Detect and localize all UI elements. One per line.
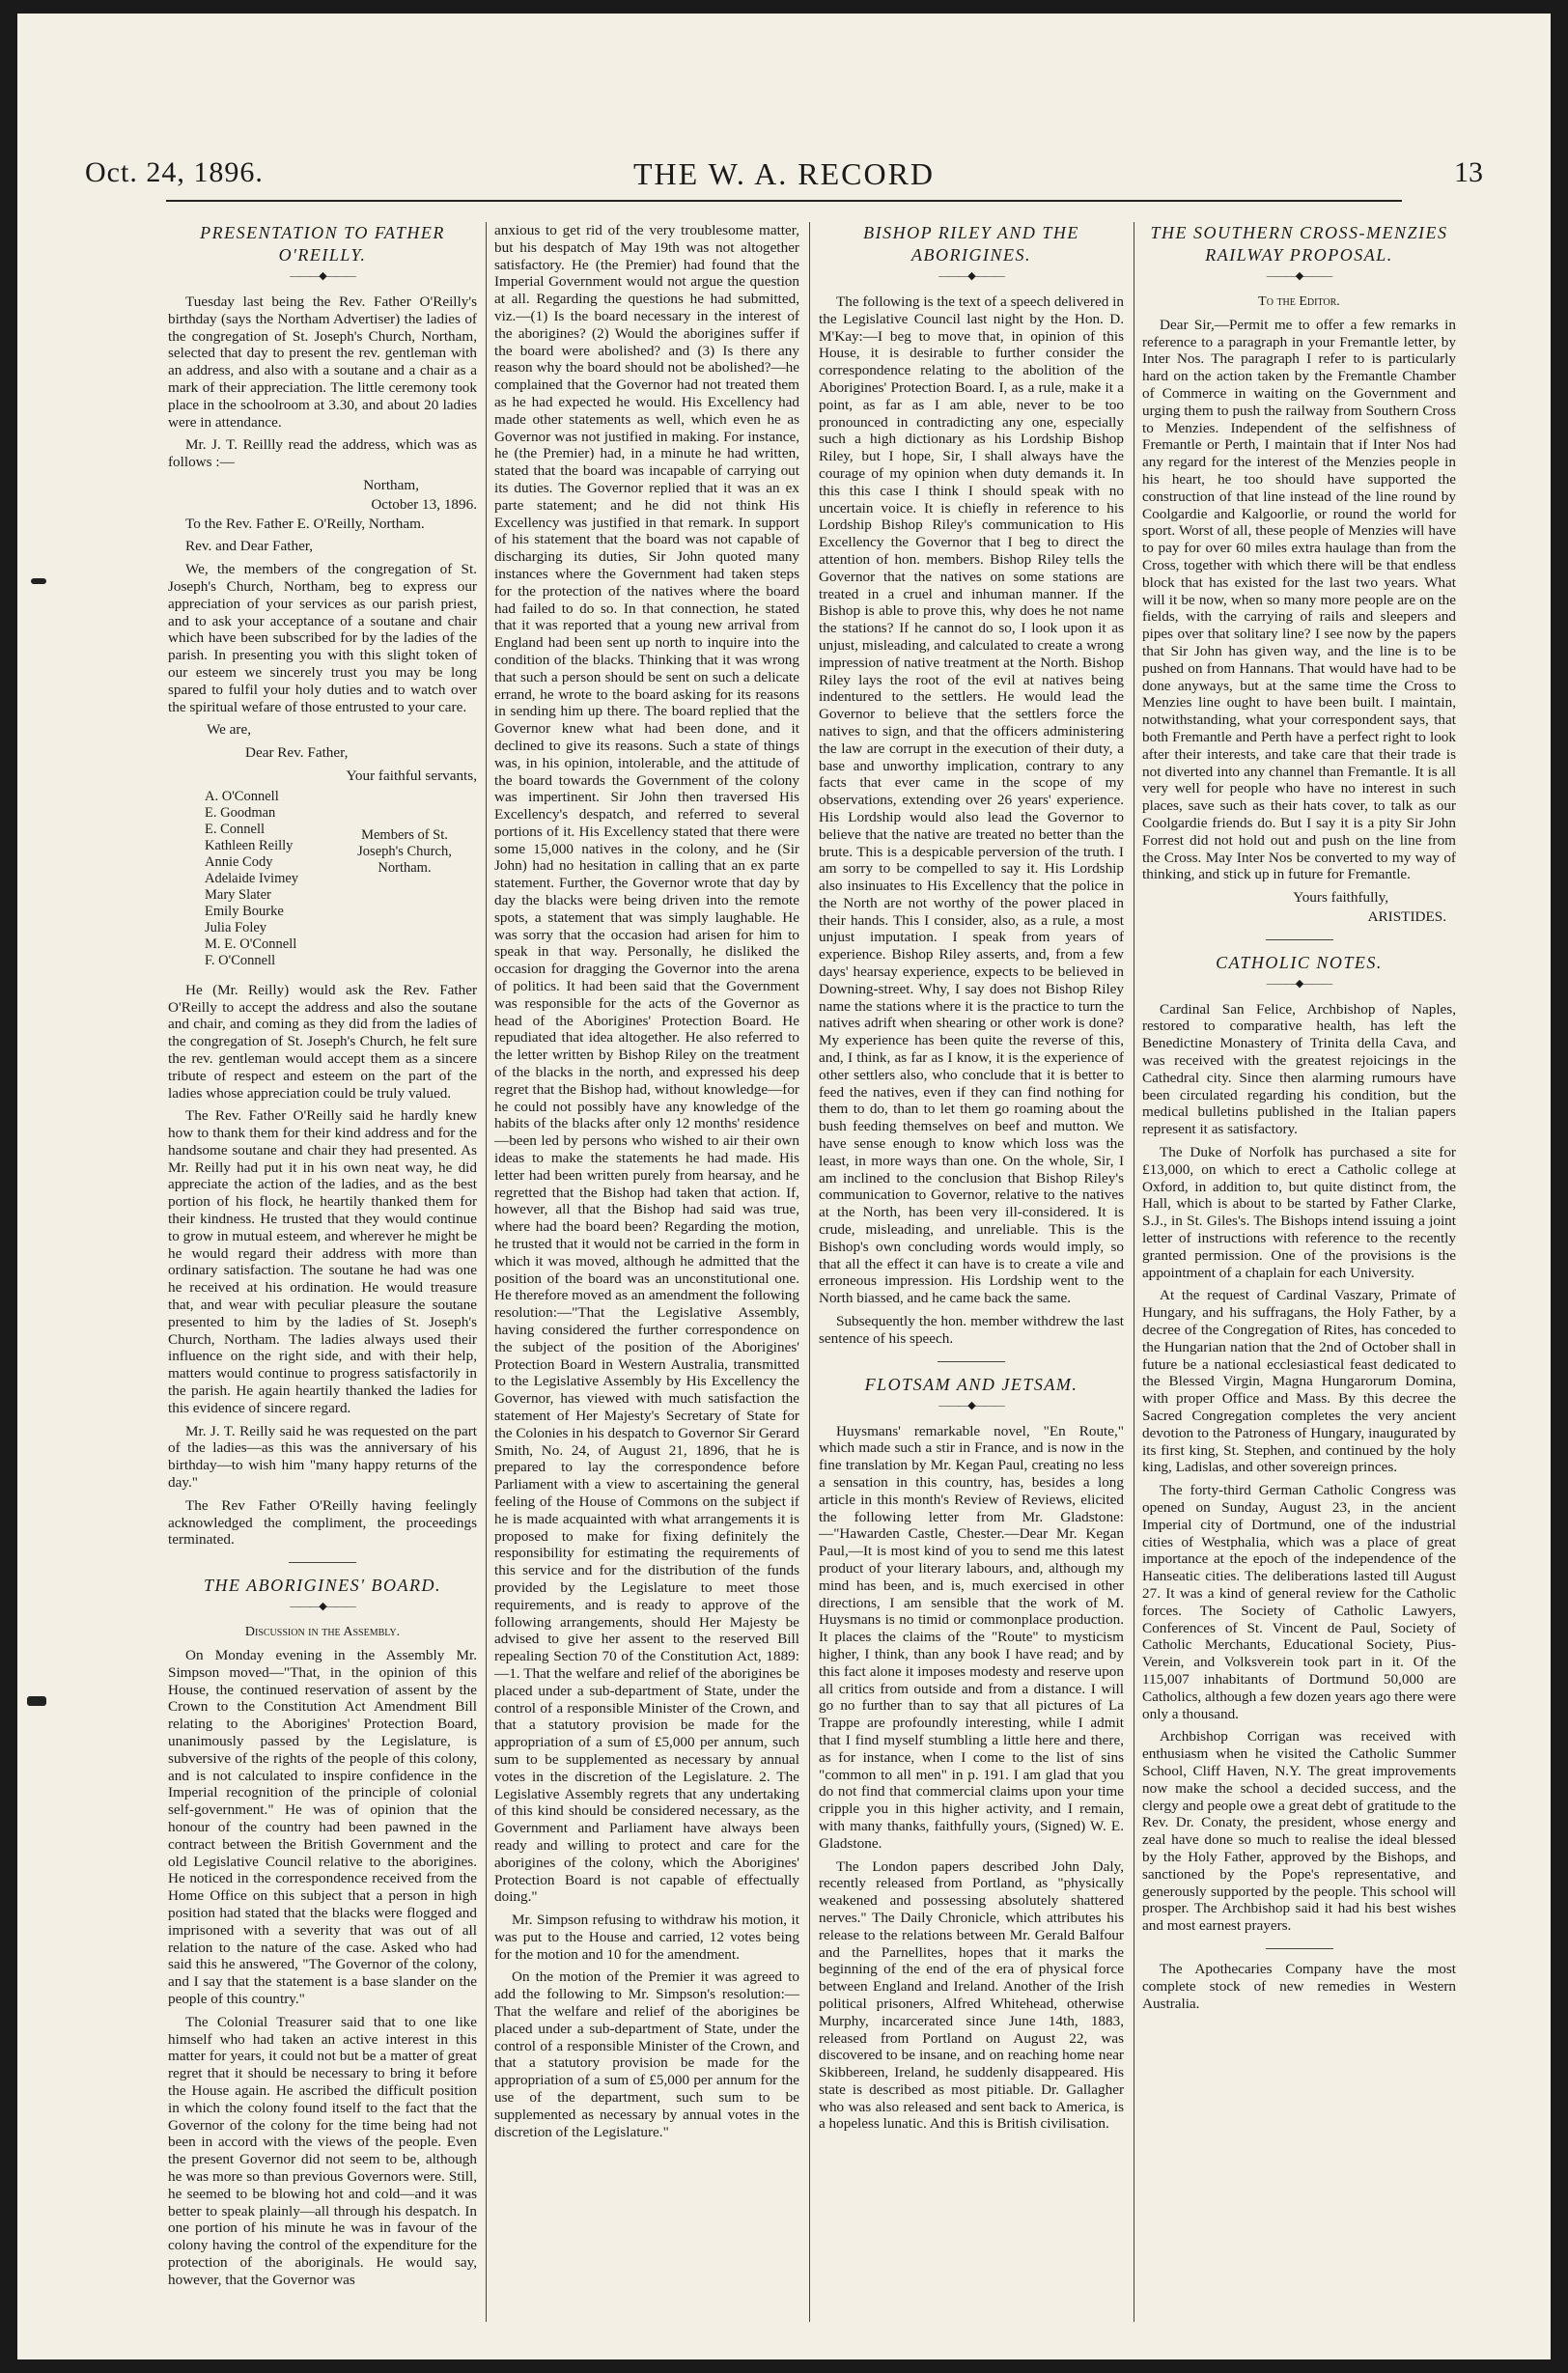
catholic-notes-paragraph: The Duke of Norfolk has purchased a site for £13,000, on which to erect a Catholic college at Oxford, in addition to, but quite distinct from, the Hall, which is about to be started by Father Clarke, S.J., in St. Giles's. The Bishops intend issuing a joint letter of instructions with reference to the recently granted permission. One of the provisions is the appointment of a chaplain for each University.: [1142, 1144, 1456, 1281]
heading-ornament: ———◆———: [290, 270, 355, 282]
page-blemish: [31, 578, 46, 584]
letter-paragraph: Dear Sir,—Permit me to offer a few remarks in reference to a paragraph in your Fremantle letter, by Inter Nos. The paragraph I refer to is particularly hard on the action taken by the Fremantle Chamber of Commerce in waiting on the Government and urging them to push the railway from Southern Cross to Menzies. Independent of the selfishness of Fremantle or Perth, I maintain that if Inter Nos had any regard for the interest of the Menzies people in his heart, he too should have supported the construction of that line instead of the line round by Coolgardie and Kalgoorlie, or round the world for sport. Worst of all, these people of Menzies will have to pay for over 60 miles extra haulage than from the Cross, together with which there will be that endless block that has existed for the last two years. What will it be now, when so many more people are on the fields, with the carrying of rails and sleepers and pipes over that solitary line? I see now by the papers that Sir John has given way, and the line is to be pushed on from Hannans. That would have had to be done anyways, but at the same time the Cross to Menzies line ought to have been built. I maintain, notwithstanding, what your correspondent says, that both Fremantle and Perth have a perfect right to look after their interests, and take care that their trade is not diverted into any channel than Fremantle. It is all very well for people who have no interest in such places, save such as their hats cover, to talk as our Coolgardie friends do. But I say it is a pity Sir John Forrest did not hold out and push on the line from the Cross. May Inter Nos be converted to my way of thinking, and stick up in future for Fremantle.: [1142, 316, 1456, 883]
presentation-paragraph: Mr. J. T. Reilly said he was requested on the part of the ladies—as this was the anniversary of his birthday—to wish him "many happy returns of the day.": [168, 1422, 477, 1492]
signatory: E. Connell: [205, 821, 266, 837]
column-1: [168, 222, 477, 2322]
page-number: 13: [1454, 156, 1483, 188]
column-4: [1142, 222, 1456, 2322]
letter-signature: ARISTIDES.: [1367, 907, 1446, 925]
aborigines-paragraph: On the motion of the Premier it was agreed to add the following to Mr. Simpson's resolution:—That the welfare and relief of the aborigines be placed under a sub-department of State, under the control of a responsible Minister of the Crown, and that a statutory provision be made for the appropriation of a sum of £5,000 per annum for the use of the department, such sum to be supplemented as necessary by annual votes in the discretion of the Legislature.": [494, 1968, 799, 2140]
catholic-notes-paragraph: Cardinal San Felice, Archbishop of Naples, restored to comparative health, has left the Benedictine Monastery of Trinita della Cava, and was received with the greatest rejoicings in the Cathedral city. Since then alarming rumours have been circulated regarding his condition, but the medical bulletins published in the Italian papers represent it as satisfactory.: [1142, 1000, 1456, 1138]
column-3: [819, 222, 1124, 2322]
aborigines-board-subheading: Discussion in the Assembly.: [244, 1625, 401, 1640]
signatories-list: [205, 789, 477, 969]
column-2: [494, 222, 799, 2322]
catholic-notes-paragraph: The Apothecaries Company have the most complete stock of new remedies in Western Australia.: [1142, 1960, 1456, 2012]
aborigines-paragraph: On Monday evening in the Assembly Mr. Simpson moved—"That, in the opinion of this House, the continued reservation of assent by the Crown to the Constitution Act Amendment Bill relating to the Aborigines' Protection Board, unanimously passed by the Legislature, is subversive of the rights of the people of this colony, and is not calculated to inspire confidence in the Imperial recognition of the principle of colonial self-government." He was of opinion that the honour of the country had been pawned in the contract between the British Government and the old Legislative Council relative to the aborigines. He noticed in the correspondence received from the Home Office on this subject that a person in high position had stated that the blacks were flogged and imprisoned with a severity that was out of all relation to the nature of the case. Asked who had said this he answered, "The Governor of the colony, and I say that the statement is a base slander on the people of this country.": [168, 1647, 477, 2007]
masthead-title: THE W. A. RECORD: [632, 156, 936, 191]
heading-ornament: ———◆———: [290, 1601, 355, 1613]
aborigines-paragraph: Mr. Simpson refusing to withdraw his motion, it was put to the House and carried, 12 votes being for the motion and 10 for the amendment.: [494, 1912, 799, 1963]
aborigines-paragraph: anxious to get rid of the very troublesome matter, but his despatch of May 19th was not altogether satisfactory. He (the Premier) had found that the Imperial Government would not argue the question at all. Regarding the questions he had submitted, viz.—(1) Is the board necessary in the interest of the aborigines? (2) Would the aborigines suffer if the board were abolished? and (3) Is there any reason why the board should not be abolished?—he complained that the Governor had not treated them as he had expected he would. His Excellency had made other statements as well, which even he as Governor was not justified in making. For instance, he (the Premier) had, in a minute he had written, stated that the board was incapable of carrying out its duties. The Governor replied that it was an ex parte statement; and he did not think His Excellency was justified in that remark. In support of his statement that the board was not capable of discharging its duties, Sir John quoted many instances where the Government had taken steps for the protection of the natives where the board had failed to do so. In that connection, he stated that it was reported that a young new arrival from England had been sent up north to inquire into the condition of the blacks. Thinking that it was wrong that such a person should be sent on such a delicate errand, he wrote to the board asking for its reasons in sending him up there. The board replied that the Governor knew what had been done, and it declined to give its reasons. Such a state of things was, in his opinion, intolerable, and the attitude of the board towards the Government of the colony was impertinent. Sir John then traversed His Excellency's despatch, and referred to several portions of it. His Excellency stated that there were some 15,000 natives in the colony, and he (Sir John) had no hesitation in calling that an ex parte statement. Further, the Governor wrote that day by day the blacks were being driven into the remote spots, a statement that was simply laughable. He was sorry that the occasion had arisen for him to speak in that way. Personally, he disliked the occasion for dragging the Governor into the arena of politics. It had been said that the Government was responsible for the acts of the Governor as head of the Aborigines' Protection Board. He repudiated that idea altogether. He also referred to the letter written by Bishop Riley on the treatment of the blacks in the north, and expressed his deep regret that the Bishop had, without knowledge—for he could not possibly have any knowledge of the habits of the blacks after only 12 months' residence—been led by persons who wished to air their own ideas to make the statements he had made. His letter had been written purely from hearsay, and he regretted that the Bishop had taken that action. If, however, all that the Bishop had said was true, where had the board been? Regarding the motion, he trusted that it would not be carried in the form in which it was moved, although he admitted that the position of the board was an unconstitutional one. He therefore moved as an amendment the following resolution:—"That the Legislative Assembly, having considered the further correspondence on the subject of the position of the Aborigines' Protection Board in Western Australia, transmitted to the Legislative Assembly by His Excellency the Governor, has viewed with much satisfaction the statement of Her Majesty's Secretary of State for the Colonies in his despatch to Governor Sir Gerard Smith, No. 24, of August 21, 1896, that he is prepared to lay the correspondence before Parliament with a view to ascertaining the general feeling of the House of Commons on the subject if he is made acquainted with what arrangements it is proposed to make for fixing definitely the responsibility for estimating the requirements of this service and for the distribution of the funds provided by the Legislature to meet those requirements, and is ready to approve of the following arrangements, should Her Majesty be advised to give her assent to the reserved Bill repealing Section 70 of the Constitution Act, 1889:—1. That the welfare and relief of the aborigines be placed under a sub-department of State, under the control of a responsible Minister of the Crown, and that a statutory provision be made for the appropriation of a sum of £5,000 per annum, such sum to be supplemented as necessary by annual votes in the discretion of the Legislature. 2. The Legislative Assembly regrets that any undertaking of this kind should be considered necessary, as the Government and Parliament have always been ready and willing to protect and care for the aborigines of the colony, which the Aborigines' Protection Board is not capable of effectually doing.": [494, 222, 799, 1906]
section-divider: [289, 1562, 356, 1563]
newspaper-page: [17, 14, 1551, 2359]
address-date: October 13, 1896.: [371, 495, 477, 513]
signatory: Mary Slater: [205, 886, 271, 903]
column-rule-2: [809, 222, 810, 2322]
heading-ornament: ———◆———: [1266, 977, 1332, 990]
flotsam-paragraph: The London papers described John Daly, recently released from Portland, as "physically weakened and possessing absolutely shattered nerves." The Daily Chronicle, which attributes his release to the relations between Mr. Gerald Balfour and the Parnellites, hopes that it marks the beginning of the end of the era of physical force between England and Ireland. Another of the Irish political prisoners, Alfred Whitehead, otherwise Murphy, incarcerated since June 14th, 1883, released from Portland on August 22, was discovered to be insane, and on reaching home near Skibbereen, Ireland, he suddenly disappeared. His state is described as most pitiable. Dr. Gallagher who was also released and sent back to America, is a hopeless lunatic. And this is British civilisation.: [819, 1857, 1124, 2133]
bishop-riley-paragraph: Subsequently the hon. member withdrew the last sentence of his speech.: [819, 1313, 1124, 1347]
signatories-block: [168, 789, 477, 982]
letter-closing: Yours faithfully,: [1293, 889, 1388, 907]
aborigines-paragraph: The Colonial Treasurer said that to one like himself who had taken an active interest in this matter for years, it could not but be a matter of great regret that it should be necessary to bring it before the House again. He ascribed the difficult position in which the colony found itself to the fact that the Governor of the colony for the time being had not been in accord with the views of the people. Even the present Governor did not seem to be, although he was more so than previous Governors were. Still, he seemed to be blowing hot and cold—and it was better to speak plainly—all through his despatch. In one portion of his minute he was in favour of the colony having the control of the expenditure for the protection of the aboriginals. He would say, however, that the Governor was: [168, 2013, 477, 2288]
flotsam-heading: FLOTSAM AND JETSAM.: [864, 1374, 1078, 1394]
presentation-paragraph: The Rev Father O'Reilly having feelingly acknowledged the compliment, the proceedings terminated.: [168, 1496, 477, 1549]
presentation-paragraph: He (Mr. Reilly) would ask the Rev. Father O'Reilly to accept the address and also the soutane and chair, and coming as they did from the ladies of the congregation of St. Joseph's Church, he felt sure the rev. gentleman would accept them as a sincere tribute of respect and esteem on the part of the ladies whose appreciation could be truly valued.: [168, 981, 477, 1102]
heading-ornament: ———◆———: [938, 1399, 1004, 1411]
presentation-paragraph: The Rev. Father O'Reilly said he hardly knew how to thank them for their kind address and for the handsome soutane and chair they had presented. As Mr. Reilly had put it in his own neat way, he did appreciate the action of the ladies, and as the best portion of his flock, he heartily thanked them for their kindness. He trusted that they would continue to grow in mutual esteem, and wherever he might be he would regard their address with more than ordinary satisfaction. The soutane he had was one he received at his ordination. He would treasure that, and wear with peculiar pleasure the soutane presented to him by the ladies of St. Joseph's Church, Northam. The ladies always used their influence on the right side, and with their help, matters would continue to progress satisfactorily in the parish. He again heartily thanked the ladies for this evidence of sincere regard.: [168, 1107, 477, 1416]
header-rule: [166, 200, 1402, 202]
page-header: [85, 156, 1483, 201]
section-divider: [938, 1361, 1005, 1362]
aborigines-board-heading: THE ABORIGINES' BOARD.: [204, 1576, 441, 1596]
issue-date: Oct. 24, 1896.: [85, 156, 264, 188]
signatory: M. E. O'Connell: [205, 935, 297, 952]
bishop-riley-heading: BISHOP RILEY AND THE ABORIGINES.: [863, 223, 1079, 265]
presentation-paragraph: Mr. J. T. Reillly read the address, which was as follows :—: [168, 436, 477, 471]
address-dear: Dear Rev. Father,: [245, 744, 349, 762]
address-body: We, the members of the congregation of St. Joseph's Church, Northam, beg to express our appreciation of your services as our parish priest, and to ask your acceptance of a soutane and chair which have been subscribed for by the ladies of the parish. In presenting you with this slight token of our esteem we sincerely trust you may be long spared to fulfil your holy duties and to watch over the spiritual wefare of those entrusted to your care.: [168, 561, 477, 715]
address-yours: Your faithful servants,: [346, 767, 477, 784]
members-note: Members of St. Joseph's Church, Northam.: [357, 826, 452, 876]
signatory: Kathleen Reilly: [205, 837, 294, 853]
catholic-notes-paragraph: The forty-third German Catholic Congress was opened on Sunday, August 23, in the ancient Imperial city of Dortmund, one of the industrial cities of Westphalia, which was a place of great importance at the epoch of the independence of the Hanseatic cities. The deliberations lasted till August 27. It was a kind of general review for the Catholic forces. The Society of Catholic Lawyers, Conferences of St. Vincent de Paul, Society of Catholic Merchants, Educational Society, Pius-Verein, and Volksverein took part in it. Of the 115,007 inhabitants of Dortmund 50,000 are Catholics, although a few dozen years ago there were only a thousand.: [1142, 1482, 1456, 1722]
flotsam-paragraph: Huysmans' remarkable novel, "En Route," which made such a stir in France, and is now in the fine translation by Mr. Kegan Paul, creating no less a sensation in this country, has, besides a long article in this month's Review of Reviews, elicited the following letter from Mr. Gladstone:—"Hawarden Castle, Chester.—Dear Mr. Kegan Paul,—It is most kind of you to send me this latest product of your literary labours, and, although my mind has been, and is, much exercised in other directions, I am sensible that the work of M. Huysmans is no timid or commonplace production. It places the claims of the "Route" to mysticism higher, I think, than any book I have read; and by this fact alone it imposes modesty and reserve upon all critics from outside and from a distance. I will go no further than to say that all pictures of La Trappe are profoundly interesting, while I admit that I find myself stumbling a little here and there, as for instance, when I come to the list of sins "common to all men" in p. 191. I am glad that you do not find that commercial claims upon your time cripple you in this higher activity, and I remain, with many thanks, faithfully yours, (Signed) W. E. Gladstone.: [819, 1422, 1124, 1852]
bishop-riley-paragraph: The following is the text of a speech delivered in the Legislative Council last night by the Hon. D. M'Kay:—I beg to move that, in opinion of this House, it is desirable to further consider the correspondence relating to the abolition of the Aborigines' Protection Board. I, as a rule, make it a point, as far as I am able, never to be too pronounced in contradicting any one, especially such a high dictionary as his Lordship Bishop Riley, but I hope, Sir, I shall always have the courage of my opinion when duty demands it. In this this case I think I should speak with no uncertain voice. It is chiefly in reference to his Lordship Bishop Riley's communication to His Excellency the Governor that I beg to direct the attention of hon. members. Bishop Riley tells the Governor that the natives on some stations are treated in a cruel and inhuman manner. If the Bishop is able to prove this, why does he not name the stations? If he cannot do so, I look upon it as unjust, misleading, and calculated to create a wrong impression of native treatment at the North. Bishop Riley lays the root of the evil at natives being indentured to the settlers. He would lead the Governor to believe that the settlers force the natives to sign, and that the officers administering the law are corrupt in the execution of their duty, a base and unworthy implication, contrary to any facts that ever came in the scope of my observations, extending over 26 years' experience. His Lordship would also lead the Governor to believe that the native are treated no better than the brute. This is a despicable perversion of the truth. I am sorry to be compelled to say it. His Lordship also insinuates to His Excellency that the police in the North are not worthy of the power placed in their hands. This I consider, also, as a rule, a most unjust imputation. I speak from years of experience. Bishop Riley asserts, and, from a few days' hearsay experience, expects to be believed in Downing-street. Why, I say does not Bishop Riley name the stations where it is the practice to turn the natives adrift when shearing or other work is done? My experience has been quite the reverse of this, and, I think, as far as I know, it is the experience of other settlers also, who conclude that it is better to feed the natives, even if they can find nothing for them to do, than to let them go roaming about the bush feeding themselves on beef and mutton. We have sense enough to know which loss was the least, in more ways than one. On the whole, Sir, I am inclined to the conclusion that Bishop Riley's communication to Governor, relative to the natives at the North, has been very ill-considered. It is crude, misleading, and unreliable. This is the Bishop's own concluding words would imply, so that all the effect it can have is to create a vile and erroneous impression. His Lordship went to the North biassed, and he came back the same.: [819, 293, 1124, 1307]
page-blemish: [27, 1696, 46, 1706]
column-rule-1: [486, 222, 487, 2322]
signatory: Julia Foley: [205, 919, 267, 935]
signatory: F. O'Connell: [205, 952, 276, 968]
to-editor-label: To the Editor.: [1258, 294, 1340, 309]
catholic-notes-paragraph: At the request of Cardinal Vaszary, Primate of Hungary, and his suffragans, the Holy Father, by a decree of the Congregation of Rites, has conceded to the Hungarian nation that the 2nd of October shall in future be a national ecclesiastical feast dedicated to the Blessed Virgin, Magna Hungarorum Domina, with proper Office and Mass. By this decree the Sacred Congregation completes the very ancient devotion to the Patroness of Hungary, inaugurated by its first king, St. Stephen, and continued by the holy king, Ladislas, and other sovereign princes.: [1142, 1287, 1456, 1476]
catholic-notes-heading: CATHOLIC NOTES.: [1216, 952, 1383, 972]
heading-ornament: ———◆———: [1266, 270, 1332, 282]
southern-cross-heading: THE SOUTHERN CROSS-MENZIES RAILWAY PROPOSAL.: [1150, 223, 1448, 265]
section-divider: [1266, 1948, 1333, 1949]
presentation-paragraph: Tuesday last being the Rev. Father O'Reilly's birthday (says the Northam Advertiser) the ladies of the congregation of St. Joseph's Church, Northam, selected that day to present the rev. gentleman with an address, and also with a soutane and a chair as a mark of their appreciation. The little ceremony took place in the schoolroom at 3.30, and about 20 ladies were in attendance.: [168, 293, 477, 431]
address-we-are: We are,: [207, 721, 251, 739]
presentation-heading: PRESENTATION TO FATHER O'REILLY.: [200, 223, 445, 265]
signatory: E. Goodman: [205, 804, 276, 821]
section-divider: [1266, 939, 1333, 940]
address-place: Northam,: [363, 476, 419, 493]
signatory: Emily Bourke: [205, 903, 284, 919]
catholic-notes-paragraph: Archbishop Corrigan was received with enthusiasm when he visited the Catholic Summer School, Cliff Haven, N.Y. The great improvements now make the school a decided success, and the clergy and people owe a great debt of gratitude to the Rev. Dr. Conaty, the president, whose energy and zeal have done so much to realise the ideal blessed by the Holy Father, approved by the Bishops, and sanctioned by the Pope's representative, and generously supported by the people. This school will prosper. The Archbishop said it had his best wishes and most earnest prayers.: [1142, 1728, 1456, 1935]
heading-ornament: ———◆———: [938, 270, 1004, 282]
address-recipient: To the Rev. Father E. O'Reilly, Northam.: [185, 515, 425, 532]
address-salutation: Rev. and Dear Father,: [185, 538, 314, 555]
signatory: Adelaide Ivimey: [205, 870, 299, 886]
signatory: A. O'Connell: [205, 788, 279, 804]
signatory: Annie Cody: [205, 853, 273, 870]
